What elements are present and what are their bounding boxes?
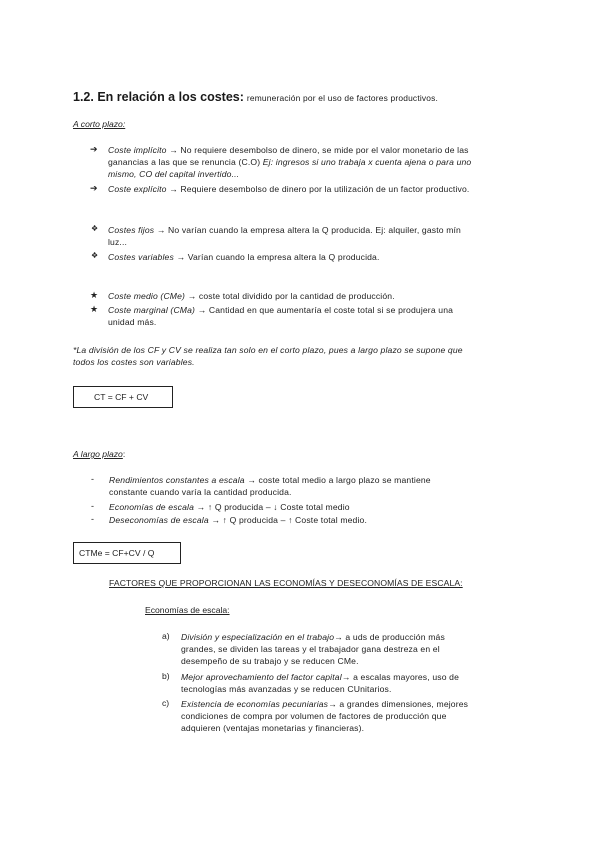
list-marker: b) <box>162 671 170 681</box>
definition: → Varían cuando la empresa altera la Q producida. <box>173 252 380 262</box>
definition: → coste total dividido por la cantidad de producción. <box>185 291 395 301</box>
heading-title: 1.2. En relación a los costes: <box>73 90 244 104</box>
definition-cont: desempeño de su trabajo y se reducen CMe. <box>181 656 359 667</box>
formula-ctme: CTMe = CF+CV / Q <box>79 548 155 558</box>
costes-fijos-item <box>108 224 528 248</box>
diamond-bullet-icon: ❖ <box>91 251 99 260</box>
coste-implicito-item <box>108 144 528 181</box>
dash-bullet-icon: - <box>91 474 94 484</box>
star-bullet-icon: ★ <box>90 304 99 314</box>
term: División y especialización en el trabajo <box>181 632 335 642</box>
definition-cont: unidad más. <box>108 317 157 328</box>
example: Ej: ingresos si uno trabaja x cuenta ajena o para uno <box>262 157 472 168</box>
costes-variables-item <box>108 251 528 263</box>
definition: → a uds de producción más <box>334 632 445 642</box>
heading-subtitle: remuneración por el uso de factores productivos. <box>246 93 439 103</box>
term: Economías de escala <box>109 502 195 512</box>
definition-cont: tecnologías más avanzadas y se reducen CUnitarios. <box>181 684 392 695</box>
term: Coste explícito <box>108 184 167 194</box>
rendimientos-item <box>109 474 529 498</box>
term: Costes variables <box>108 252 174 262</box>
term: Coste medio (CMe) <box>108 291 186 301</box>
term: Rendimientos constantes a escala <box>109 475 245 485</box>
largo-plazo-text: A largo plazo <box>73 449 123 459</box>
coste-explicito-item <box>108 183 528 195</box>
definition-cont: condiciones de compra por volumen de factores de producción que <box>181 711 447 722</box>
corto-plazo-label: A corto plazo: <box>73 119 126 129</box>
definition: → ↑ Q producida – ↓ Coste total medio <box>194 502 350 512</box>
definition-cont: luz... <box>108 237 128 248</box>
term: Existencia de economías pecuniarias <box>181 699 329 709</box>
factor-item-c <box>181 698 526 735</box>
economias-item <box>109 501 529 513</box>
star-bullet-icon: ★ <box>90 290 99 300</box>
list-marker: a) <box>162 631 170 641</box>
definition: → Cantidad en que aumentaría el coste total si se produjera una <box>195 305 454 315</box>
term: Costes fijos <box>108 225 155 235</box>
largo-plazo-colon: : <box>122 449 126 459</box>
list-marker: c) <box>162 698 170 708</box>
example-cont: mismo, CO del capital invertido... <box>108 169 240 180</box>
formula-ctme-box <box>73 542 181 564</box>
largo-plazo-label <box>73 449 125 459</box>
definition: → a grandes dimensiones, mejores <box>328 699 469 709</box>
coste-marginal-item <box>108 304 528 328</box>
definition: → a escalas mayores, uso de <box>341 672 460 682</box>
factores-title: FACTORES QUE PROPORCIONAN LAS ECONOMÍAS Y DESECONOMÍAS DE ESCALA: <box>109 578 463 588</box>
note-line2: todos los costes son variables. <box>73 357 195 368</box>
dash-bullet-icon: - <box>91 501 94 511</box>
diamond-bullet-icon: ❖ <box>91 224 99 233</box>
arrow-bullet-icon: ➔ <box>90 144 98 154</box>
economias-subtitle: Economías de escala: <box>145 605 230 615</box>
note <box>73 344 533 368</box>
deseconomias-item <box>109 514 529 526</box>
definition-cont: adquieren (ventajas monetarias y financieras). <box>181 723 365 734</box>
definition: → ↑ Q producida – ↑ Coste total medio. <box>208 515 368 525</box>
factor-item-a <box>181 631 521 668</box>
formula-ct-box <box>73 386 173 408</box>
term: Coste implícito <box>108 145 167 155</box>
note-line1: *La división de los CF y CV se realiza tan solo en el corto plazo, pues a largo plazo se supone que <box>73 345 463 355</box>
term: Coste marginal (CMa) <box>108 305 196 315</box>
factor-item-b <box>181 671 521 695</box>
definition-cont: constante cuando varía la cantidad producida. <box>109 487 292 498</box>
section-heading <box>73 90 438 104</box>
definition-cont: grandes, se dividen las tareas y el trabajador gana destreza en el <box>181 644 440 655</box>
term: Deseconomías de escala <box>109 515 209 525</box>
dash-bullet-icon: - <box>91 514 94 524</box>
definition-cont: ganancias a las que se renuncia (C.O) <box>108 157 263 168</box>
arrow-bullet-icon: ➔ <box>90 183 98 193</box>
definition: → No requiere desembolso de dinero, se mide por el valor monetario de las <box>166 145 469 155</box>
coste-medio-item <box>108 290 528 302</box>
formula-ct: CT = CF + CV <box>94 392 149 402</box>
definition: → coste total medio a largo plazo se mantiene <box>244 475 431 485</box>
term: Mejor aprovechamiento del factor capital <box>181 672 342 682</box>
definition: → Requiere desembolso de dinero por la utilización de un factor productivo. <box>166 184 470 194</box>
definition: → No varían cuando la empresa altera la Q producida. Ej: alquiler, gasto mín <box>154 225 461 235</box>
